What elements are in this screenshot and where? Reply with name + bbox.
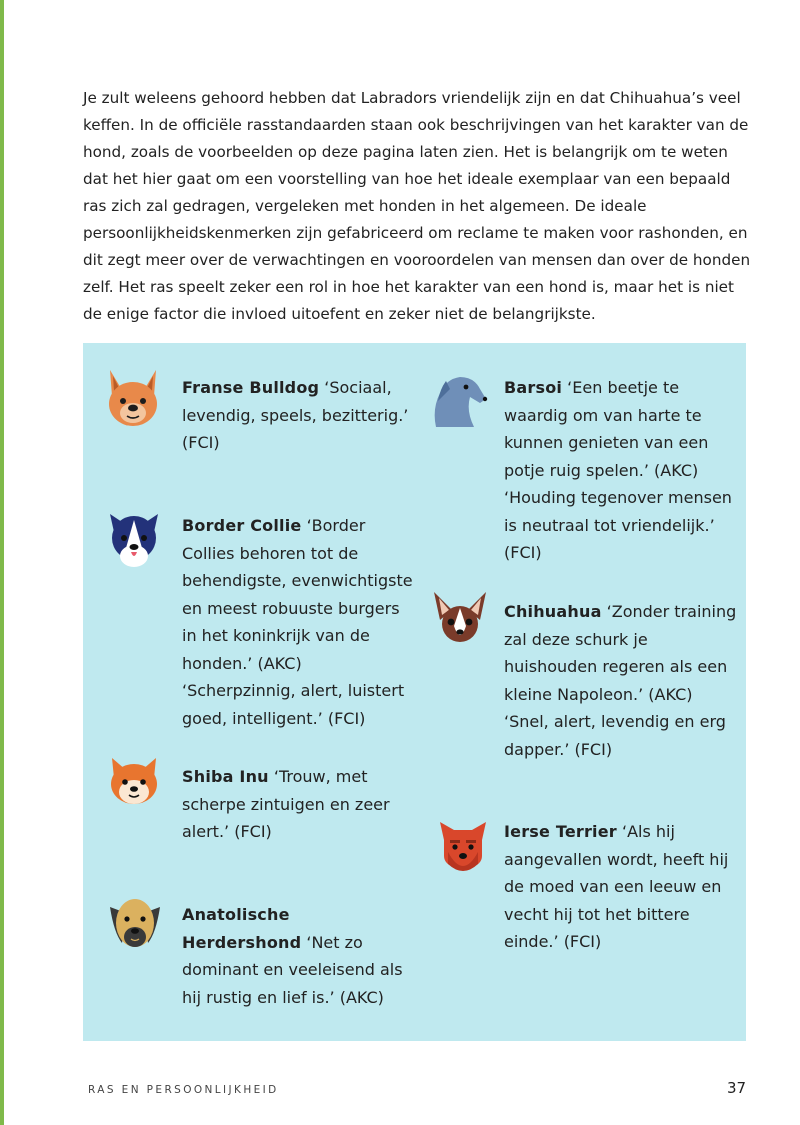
breed-quote: ‘Een beetje te waardig om van harte te kunnen genieten van een potje ruig spelen.’ (AKC) ‘Houding tegenover mensen is neutraal tot vriendelijk.’ (FCI) [504,378,732,562]
breed-quote: ‘Als hij aangevallen wordt, heeft hij de moed van een leeuw en vecht hij tot het bittere einde.’ (FCI) [504,822,729,951]
anatolian-shepherd-face-icon [108,893,162,953]
breed-quote: ‘Sociaal, levendig, speels, bezitterig.’ (FCI) [182,378,409,452]
french-bulldog-face-icon [104,368,162,430]
running-footer-title: RAS EN PERSOONLIJKHEID [88,1084,279,1096]
page-number: 37 [727,1079,747,1097]
breed-name: Border Collie [182,516,302,535]
breed-quote: ‘Trouw, met scherpe zintuigen en zeer alert.’ (FCI) [182,767,390,841]
breed-quote: ‘Border Collies behoren tot de behendigste, evenwichtigste en meest robuuste burgers in het koninkrijk van de honden.’ (AKC) ‘Scherpzinnig, alert, luistert goed, intelligent.’ (FCI) [182,516,413,728]
breed-quote: ‘Zonder training zal deze schurk je huishouden regeren als een kleine Napoleon.’ (AKC) ‘Snel, alert, levendig en erg dapper.’ (FCI) [504,602,737,759]
borzoi-head-icon [430,365,488,429]
shiba-inu-face-icon [108,756,160,806]
chihuahua-face-icon [432,590,488,646]
breed-name: Chihuahua [504,602,602,621]
breed-quote: ‘Net zo dominant en veeleisend als hij rustig en lief is.’ (AKC) [182,932,403,1007]
breed-name: Barsoi [504,378,563,397]
irish-terrier-face-icon [436,818,490,878]
breed-name: Anatolische Herdershond [182,905,302,952]
breed-name: Shiba Inu [182,767,269,786]
intro-paragraph: Je zult weleens gehoord hebben dat Labradors vriendelijk zijn en dat Chihuahua’s veel keffen. In de officiële rasstandaarden staan ook beschrijvingen van het karakter van de hond, zoals de voorbeelden op deze pagina laten zien. Het is belangrijk om te weten dat het hier gaat om een voorstelling van hoe het ideale exemplaar van een bepaald ras zich zal gedragen, vergeleken met honden in het algemeen. De ideale persoonlijkheidskenmerken zijn gefabriceerd om reclame te maken voor rashonden, en dit zegt meer over de verwachtingen en vooroordelen van mensen dan over de honden zelf. Het ras speelt zeker een rol in hoe het karakter van een hond is, maar het is niet de enige factor die invloed uitoefent en zeker niet de belangrijkste. [83,89,751,323]
breed-name: Ierse Terrier [504,822,617,841]
page-edge-stripe [0,0,4,1125]
border-collie-face-icon [106,508,162,572]
breed-name: Franse Bulldog [182,378,320,397]
